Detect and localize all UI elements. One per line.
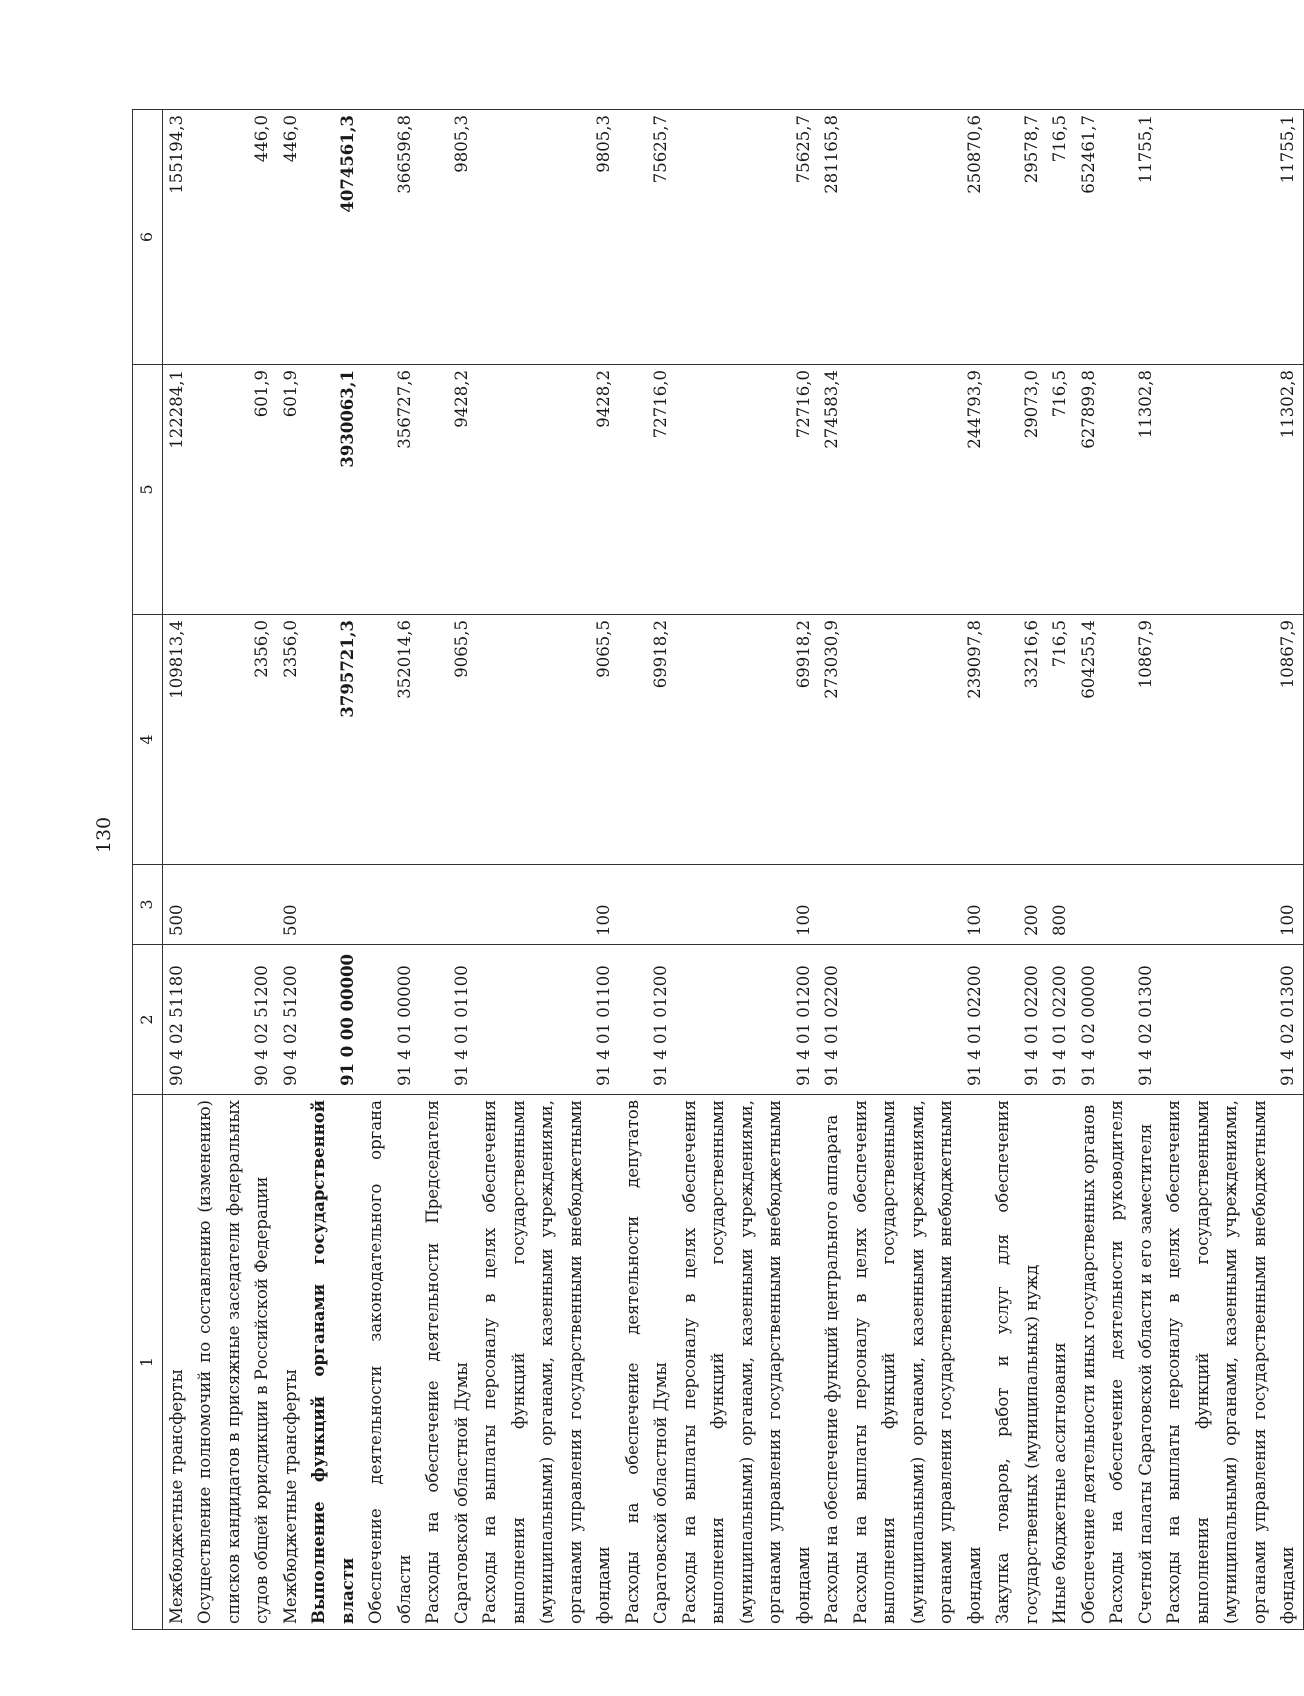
row-code: 90 4 02 51200 (191, 945, 277, 1095)
row-name: Расходы на обеспечение функций центрального аппарата (818, 1095, 847, 1630)
row-value-col6: 366596,8 (362, 110, 419, 365)
row-code: 91 0 00 00000 (305, 945, 362, 1095)
row-value-col5: 274583,4 (818, 365, 847, 615)
row-code: 91 4 01 02200 (847, 945, 990, 1095)
row-expense-type (362, 865, 419, 945)
column-header-5: 5 (133, 365, 163, 615)
table-row (676, 110, 819, 1630)
row-value-col6: 716,5 (1046, 110, 1075, 365)
row-value-col5: 9428,2 (419, 365, 476, 615)
row-name: Расходы на обеспечение деятельности руководителя Счетной палаты Саратовской области и его заместителя (1103, 1095, 1160, 1630)
row-name: Обеспечение деятельности законодательного органа области (362, 1095, 419, 1630)
row-expense-type: 100 (476, 865, 619, 945)
table-row (162, 110, 191, 1630)
row-value-col4: 352014,6 (362, 615, 419, 865)
row-name: Закупка товаров, работ и услуг для обеспечения государственных (муниципальных) нужд (989, 1095, 1046, 1630)
row-value-col5: 11302,8 (1103, 365, 1160, 615)
row-expense-type: 100 (1160, 865, 1303, 945)
table-row (1075, 110, 1104, 1630)
row-value-col6: 4074561,3 (305, 110, 362, 365)
row-expense-type (191, 865, 277, 945)
row-value-col4: 10867,9 (1103, 615, 1160, 865)
row-code: 91 4 01 01100 (476, 945, 619, 1095)
row-expense-type: 800 (1046, 865, 1075, 945)
row-expense-type: 100 (676, 865, 819, 945)
row-value-col6: 29578,7 (989, 110, 1046, 365)
row-code: 91 4 02 01300 (1103, 945, 1160, 1095)
row-value-col4: 3795721,3 (305, 615, 362, 865)
row-value-col6: 9805,3 (419, 110, 476, 365)
table-row (277, 110, 306, 1630)
row-code: 91 4 02 01300 (1160, 945, 1303, 1095)
row-value-col5: 356727,6 (362, 365, 419, 615)
row-value-col4: 604255,4 (1075, 615, 1104, 865)
row-expense-type (419, 865, 476, 945)
row-value-col6: 446,0 (277, 110, 306, 365)
row-value-col4: 239097,8 (847, 615, 990, 865)
column-header-4: 4 (133, 615, 163, 865)
row-expense-type (1075, 865, 1104, 945)
row-value-col4: 9065,5 (419, 615, 476, 865)
table-row (818, 110, 847, 1630)
row-value-col5: 716,5 (1046, 365, 1075, 615)
row-value-col5: 9428,2 (476, 365, 619, 615)
row-value-col5: 3930063,1 (305, 365, 362, 615)
row-value-col6: 11755,1 (1103, 110, 1160, 365)
row-code: 91 4 01 01200 (619, 945, 676, 1095)
budget-table (132, 109, 1304, 1630)
row-code: 90 4 02 51180 (162, 945, 191, 1095)
header-row (133, 110, 163, 1630)
row-value-col4: 2356,0 (277, 615, 306, 865)
row-value-col4: 273030,9 (818, 615, 847, 865)
table-row (1160, 110, 1303, 1630)
row-value-col4: 69918,2 (676, 615, 819, 865)
row-value-col4: 109813,4 (162, 615, 191, 865)
table-row (476, 110, 619, 1630)
column-header-1: 1 (133, 1095, 163, 1630)
row-value-col4: 9065,5 (476, 615, 619, 865)
row-value-col5: 122284,1 (162, 365, 191, 615)
row-expense-type (1103, 865, 1160, 945)
row-expense-type: 500 (162, 865, 191, 945)
rotated-page (75, 40, 1297, 1630)
row-value-col4: 10867,9 (1160, 615, 1303, 865)
row-name: Межбюджетные трансферты (162, 1095, 191, 1630)
table-row (419, 110, 476, 1630)
row-value-col5: 601,9 (277, 365, 306, 615)
row-value-col6: 652461,7 (1075, 110, 1104, 365)
table-row (619, 110, 676, 1630)
row-value-col5: 627899,8 (1075, 365, 1104, 615)
row-name: Расходы на выплаты персоналу в целях обеспечения выполнения функций государственными (муниципальными) органами, казенными учреждениями, органами управления государственными внебюджетными фондами (847, 1095, 990, 1630)
row-name: Обеспечение деятельности иных государственных органов (1075, 1095, 1104, 1630)
row-name: Расходы на выплаты персоналу в целях обеспечения выполнения функций государственными (муниципальными) органами, казенными учреждениями, органами управления государственными внебюджетными фондами (676, 1095, 819, 1630)
column-header-2: 2 (133, 945, 163, 1095)
table-body (162, 110, 1303, 1630)
column-header-3: 3 (133, 865, 163, 945)
column-header-6: 6 (133, 110, 163, 365)
row-expense-type (619, 865, 676, 945)
table-row (1046, 110, 1075, 1630)
row-value-col6: 155194,3 (162, 110, 191, 365)
row-expense-type (818, 865, 847, 945)
table-row (191, 110, 277, 1630)
row-name: Расходы на обеспечение деятельности Председателя Саратовской областной Думы (419, 1095, 476, 1630)
page-number: 130 (93, 816, 115, 854)
row-value-col6: 250870,6 (847, 110, 990, 365)
row-value-col5: 601,9 (191, 365, 277, 615)
table-row (847, 110, 990, 1630)
table-header (133, 110, 163, 1630)
row-value-col6: 75625,7 (619, 110, 676, 365)
row-value-col6: 75625,7 (676, 110, 819, 365)
row-code: 91 4 01 00000 (362, 945, 419, 1095)
row-value-col6: 281165,8 (818, 110, 847, 365)
table-row (362, 110, 419, 1630)
row-value-col4: 2356,0 (191, 615, 277, 865)
row-name: Выполнение функций органами государственной власти (305, 1095, 362, 1630)
row-name: Расходы на выплаты персоналу в целях обеспечения выполнения функций государственными (муниципальными) органами, казенными учреждениями, органами управления государственными внебюджетными фондами (476, 1095, 619, 1630)
row-name: Расходы на выплаты персоналу в целях обеспечения выполнения функций государственными (муниципальными) органами, казенными учреждениями, органами управления государственными внебюджетными фондами (1160, 1095, 1303, 1630)
row-value-col5: 244793,9 (847, 365, 990, 615)
row-expense-type: 500 (277, 865, 306, 945)
row-name: Осуществление полномочий по составлению (изменению) списков кандидатов в присяжные заседатели федеральных судов общей юрисдикции в Российской Федерации (191, 1095, 277, 1630)
row-expense-type: 100 (847, 865, 990, 945)
table-row (989, 110, 1046, 1630)
row-code: 91 4 01 02200 (1046, 945, 1075, 1095)
row-value-col5: 29073,0 (989, 365, 1046, 615)
row-name: Расходы на обеспечение деятельности депутатов Саратовской областной Думы (619, 1095, 676, 1630)
table-row (1103, 110, 1160, 1630)
row-code: 91 4 02 00000 (1075, 945, 1104, 1095)
row-value-col6: 9805,3 (476, 110, 619, 365)
row-code: 91 4 01 01100 (419, 945, 476, 1095)
row-code: 91 4 01 02200 (818, 945, 847, 1095)
row-value-col6: 11755,1 (1160, 110, 1303, 365)
row-value-col4: 716,5 (1046, 615, 1075, 865)
row-expense-type (305, 865, 362, 945)
row-value-col6: 446,0 (191, 110, 277, 365)
row-value-col5: 72716,0 (676, 365, 819, 615)
row-value-col5: 72716,0 (619, 365, 676, 615)
table-row (305, 110, 362, 1630)
row-expense-type: 200 (989, 865, 1046, 945)
row-code: 91 4 01 01200 (676, 945, 819, 1095)
row-code: 90 4 02 51200 (277, 945, 306, 1095)
row-name: Межбюджетные трансферты (277, 1095, 306, 1630)
row-value-col4: 33216,6 (989, 615, 1046, 865)
row-name: Иные бюджетные ассигнования (1046, 1095, 1075, 1630)
row-value-col5: 11302,8 (1160, 365, 1303, 615)
row-code: 91 4 01 02200 (989, 945, 1046, 1095)
row-value-col4: 69918,2 (619, 615, 676, 865)
